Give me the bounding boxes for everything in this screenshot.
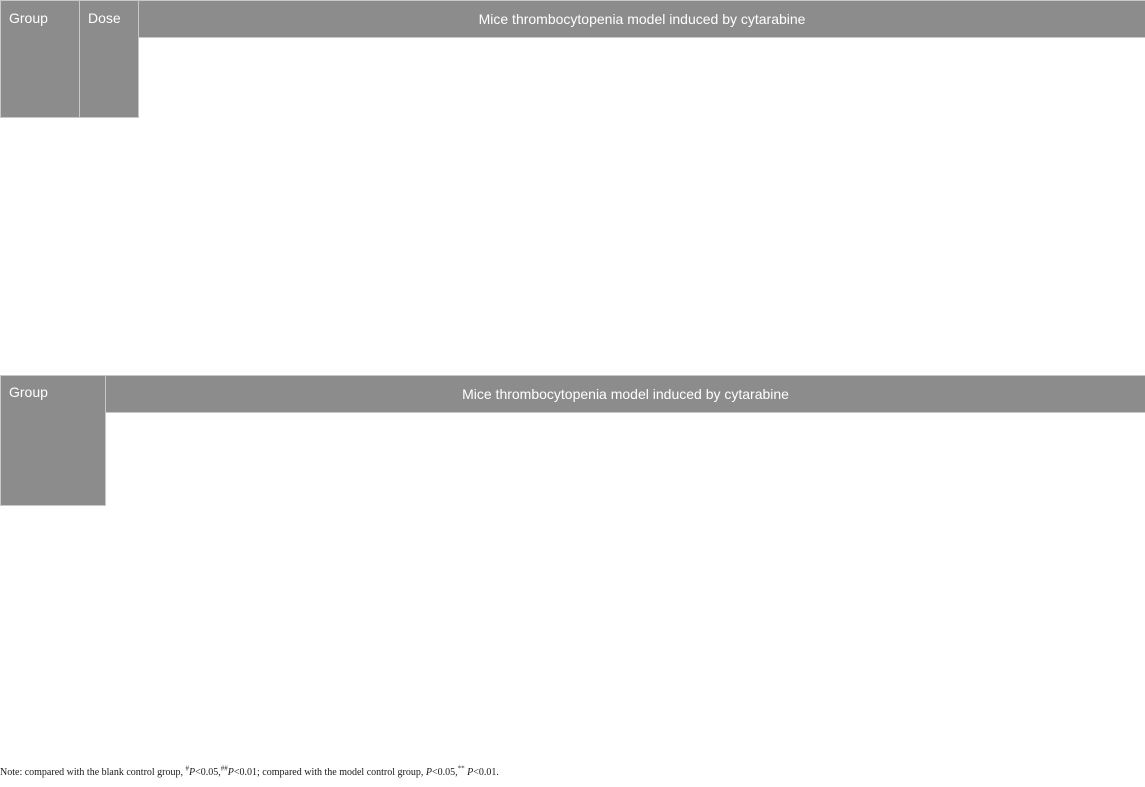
- table-title: Mice thrombocytopenia model induced by cytarabine: [139, 1, 1145, 38]
- group-header: Group: [1, 376, 106, 506]
- group-header: Group: [1, 1, 80, 118]
- table-title: Mice thrombocytopenia model induced by cytarabine: [106, 376, 1145, 413]
- blood-parameters-table-1: [0, 0, 1145, 118]
- table-footnote: Note: compared with the blank control group, #P<0.05,##P<0.01; compared with the model control group, P<0.05,** P<0.01.: [0, 764, 499, 778]
- dose-header: Dose: [80, 1, 139, 118]
- blood-parameters-table-2: [0, 375, 1145, 506]
